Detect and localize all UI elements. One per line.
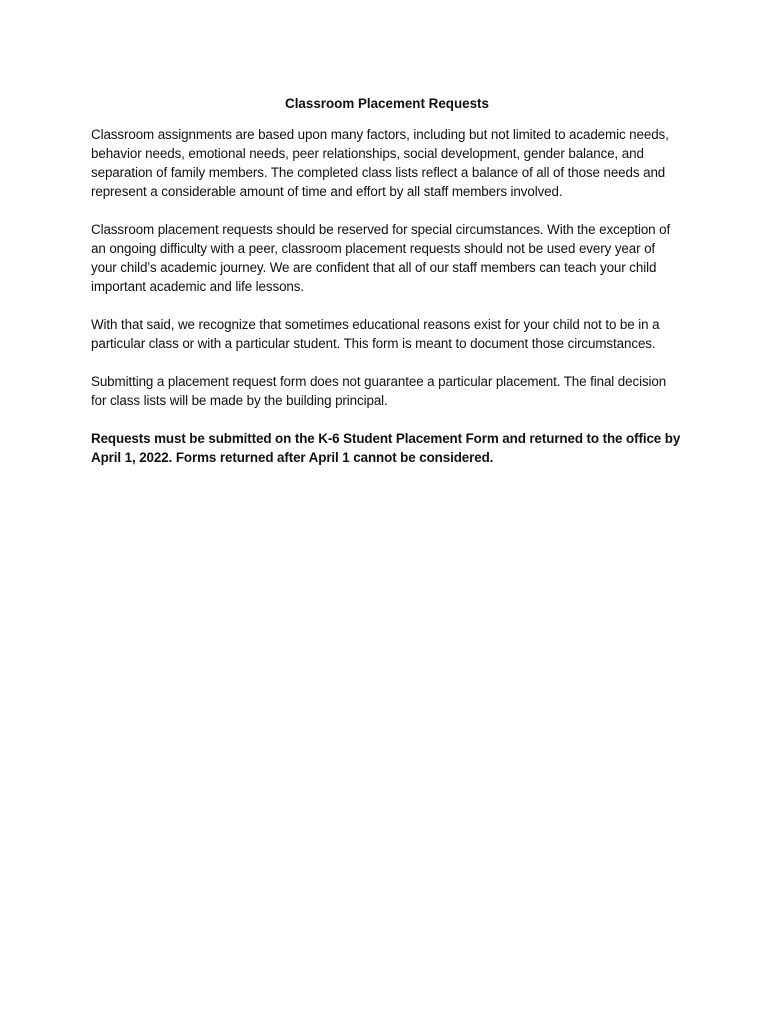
paragraph-educational-reasons: With that said, we recognize that sometimes educational reasons exist for your child not to be in a particular class or with a particular student. This form is meant to document those circumstances.: [91, 317, 660, 351]
document-body: [91, 94, 683, 486]
paragraph-assignment-factors: Classroom assignments are based upon many factors, including but not limited to academic needs, behavior needs, emotional needs, peer relationships, social development, gender balance, and separation of family members. The completed class lists reflect a balance of all of those needs and represent a considerable amount of time and effort by all staff members involved.: [91, 127, 669, 199]
submission-deadline-notice: Requests must be submitted on the K-6 Student Placement Form and returned to the office by April 1, 2022. Forms returned after April 1 cannot be considered.: [91, 431, 681, 465]
paragraph-no-guarantee: Submitting a placement request form does not guarantee a particular placement. The final decision for class lists will be made by the building principal.: [91, 374, 667, 408]
paragraph-special-circumstances: Classroom placement requests should be reserved for special circumstances. With the exception of an ongoing difficulty with a peer, classroom placement requests should not be used every year of your child’s academic journey. We are confident that all of our staff members can teach your child important academic and life lessons.: [91, 222, 671, 294]
document-title: Classroom Placement Requests: [285, 96, 489, 111]
